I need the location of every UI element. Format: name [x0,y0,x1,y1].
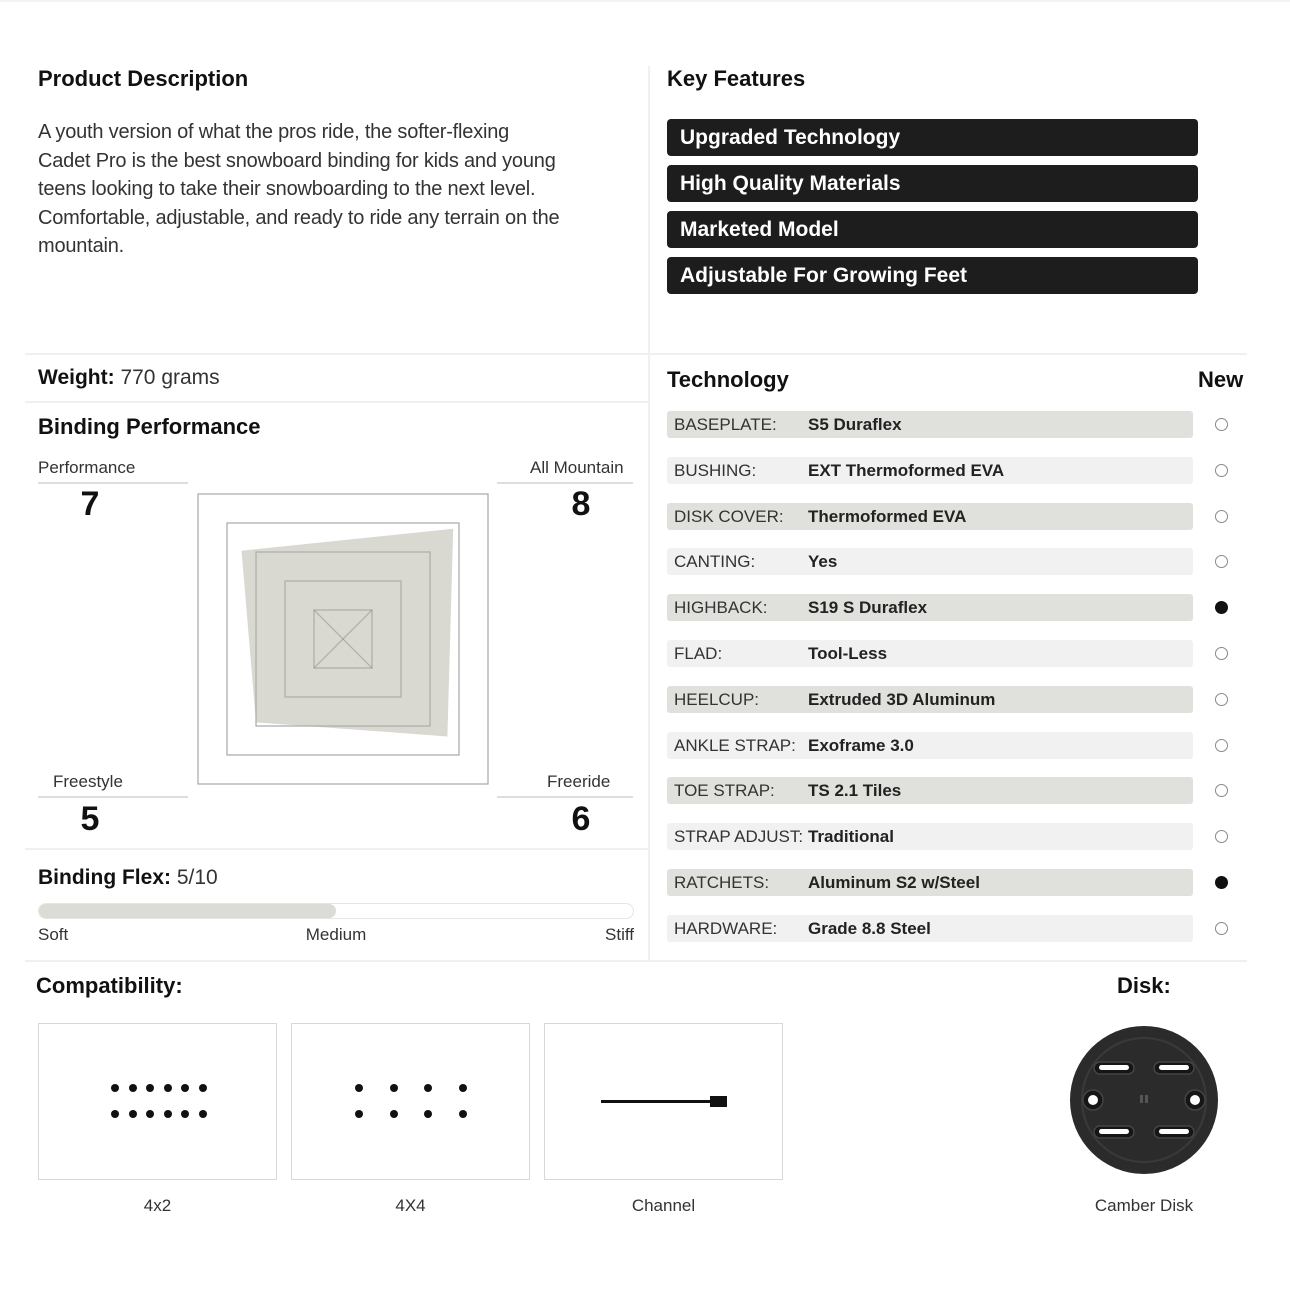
tech-row-value: Traditional [808,827,894,847]
mount-hole-dot [390,1084,398,1092]
tech-row-label: HEELCUP: [674,689,760,709]
weight-value: 770 grams [120,366,220,389]
tech-row-label: TOE STRAP: [674,781,775,801]
tech-row [667,686,1193,713]
radar-value-all-mountain: 8 [571,485,591,523]
flex-bar-fill [39,904,336,918]
disk-title: Disk: [1117,973,1171,998]
mount-hole-dot [111,1110,119,1118]
radar-value-freeride: 6 [571,800,591,838]
mount-hole-dot [424,1110,432,1118]
radar-value-performance: 7 [80,485,100,523]
mount-hole-dot [459,1084,467,1092]
mount-hole-dot [129,1110,137,1118]
new-indicator-empty [1215,922,1228,935]
tech-row [667,823,1193,850]
tech-row [667,869,1193,896]
tech-row [667,457,1193,484]
mount-hole-dot [355,1084,363,1092]
compat-caption: 4x2 [143,1196,172,1215]
feature-badge: High Quality Materials [667,165,1198,202]
mount-hole-dot [146,1110,154,1118]
tech-row-label: HIGHBACK: [674,598,768,618]
camber-disk-icon [1069,1025,1219,1175]
flex-value: 5/10 [176,866,218,889]
flex-stiff-label: Stiff [605,925,634,944]
flex-medium-label: Medium [305,925,367,944]
section-divider [25,848,648,850]
radar-label-rule [38,796,188,798]
compat-4x4-card [291,1023,530,1180]
product-description-title: Product Description [38,66,249,91]
compatibility-title: Compatibility: [36,973,183,998]
tech-row-value: Aluminum S2 w/Steel [808,873,980,892]
tech-row-label: BUSHING: [674,460,757,480]
mount-hole-dot [164,1084,172,1092]
weight-line [38,366,220,390]
new-indicator-filled [1215,601,1228,614]
tech-row [667,548,1193,575]
new-indicator-filled [1215,876,1228,889]
binding-flex-line [38,866,218,890]
compat-caption: Channel [631,1196,696,1215]
top-divider [0,0,1290,2]
tech-row-value: Grade 8.8 Steel [808,918,931,938]
radar-value-freestyle: 5 [80,800,100,838]
mount-hole-dot [111,1084,119,1092]
tech-row-label: DISK COVER: [674,506,784,526]
mount-hole-dot [146,1084,154,1092]
binding-performance-title: Binding Performance [38,414,261,439]
tech-row-value: S19 S Duraflex [808,598,928,618]
disk-caption: Camber Disk [1094,1196,1194,1215]
tech-row-label: STRAP ADJUST: [674,827,804,847]
new-indicator-empty [1215,555,1228,568]
tech-row [667,503,1193,530]
tech-row-value: TS 2.1 Tiles [808,781,902,801]
section-divider [25,353,1247,355]
tech-row-value: Exoframe 3.0 [808,735,914,755]
flex-soft-label: Soft [38,925,69,944]
new-indicator-empty [1215,647,1228,660]
tech-row-label: CANTING: [674,552,756,572]
mount-hole-dot [199,1084,207,1092]
tech-row-label: FLAD: [674,644,723,663]
mount-hole-dot [181,1084,189,1092]
description-line: Cadet Pro is the best snowboard binding for kids and young [38,149,556,172]
section-divider [25,960,1247,962]
tech-row-value: EXT Thermoformed EVA [808,460,1005,480]
radar-label-rule [38,482,188,484]
mount-hole-dot [199,1110,207,1118]
mount-hole-dot [355,1110,363,1118]
feature-badge: Adjustable For Growing Feet [667,257,1198,294]
performance-radar-chart [188,482,498,796]
column-divider [648,66,650,962]
weight-label: Weight: [38,366,115,389]
tech-row [667,777,1193,804]
tech-row [667,640,1193,667]
tech-row-label: ANKLE STRAP: [674,735,796,755]
tech-row-value: S5 Duraflex [808,415,902,434]
description-line: mountain. [38,235,125,257]
radar-performance-shape [242,529,454,737]
compat-channel-card [544,1023,783,1180]
tech-row [667,411,1193,438]
radar-label-freeride: Freeride [547,772,611,791]
mount-hole-dot [390,1110,398,1118]
compat-caption: 4X4 [395,1196,426,1215]
section-divider [25,401,648,403]
tech-row [667,594,1193,621]
product-description-text [38,118,628,261]
technology-title: Technology [667,367,789,392]
tech-row [667,915,1193,942]
flex-label: Binding Flex: [38,866,171,889]
flex-bar [38,903,634,919]
key-features-title: Key Features [667,66,806,91]
mount-hole-dot [181,1110,189,1118]
radar-label-rule [497,796,633,798]
feature-badge: Marketed Model [667,211,1198,248]
new-indicator-empty [1215,693,1228,706]
new-indicator-empty [1215,830,1228,843]
mount-hole-dot [164,1110,172,1118]
radar-label-all-mountain: All Mountain [530,458,624,477]
tech-row-label: HARDWARE: [674,918,778,938]
new-indicator-empty [1215,464,1228,477]
tech-row-value: Extruded 3D Aluminum [808,689,996,709]
description-line: teens looking to take their snowboarding to the next level. [38,178,536,200]
radar-label-rule [497,482,633,484]
mount-hole-dot [129,1084,137,1092]
radar-label-performance: Performance [38,458,136,477]
tech-row-value: Thermoformed EVA [808,506,967,526]
description-line: Comfortable, adjustable, and ready to ride any terrain on the [38,206,560,229]
feature-badge: Upgraded Technology [667,119,1198,156]
compat-4x2-card [38,1023,277,1180]
mount-hole-dot [424,1084,432,1092]
description-line: A youth version of what the pros ride, the softer-flexing [38,121,510,143]
new-indicator-empty [1215,784,1228,797]
tech-row-value: Yes [808,552,838,572]
radar-label-freestyle: Freestyle [53,772,123,791]
tech-row-label: RATCHETS: [674,873,770,892]
new-column-header: New [1198,367,1244,392]
new-indicator-empty [1215,510,1228,523]
tech-row-label: BASEPLATE: [674,415,777,434]
tech-row [667,732,1193,759]
new-indicator-empty [1215,739,1228,752]
mount-hole-dot [459,1110,467,1118]
tech-row-value: Tool-Less [808,644,888,663]
new-indicator-empty [1215,418,1228,431]
